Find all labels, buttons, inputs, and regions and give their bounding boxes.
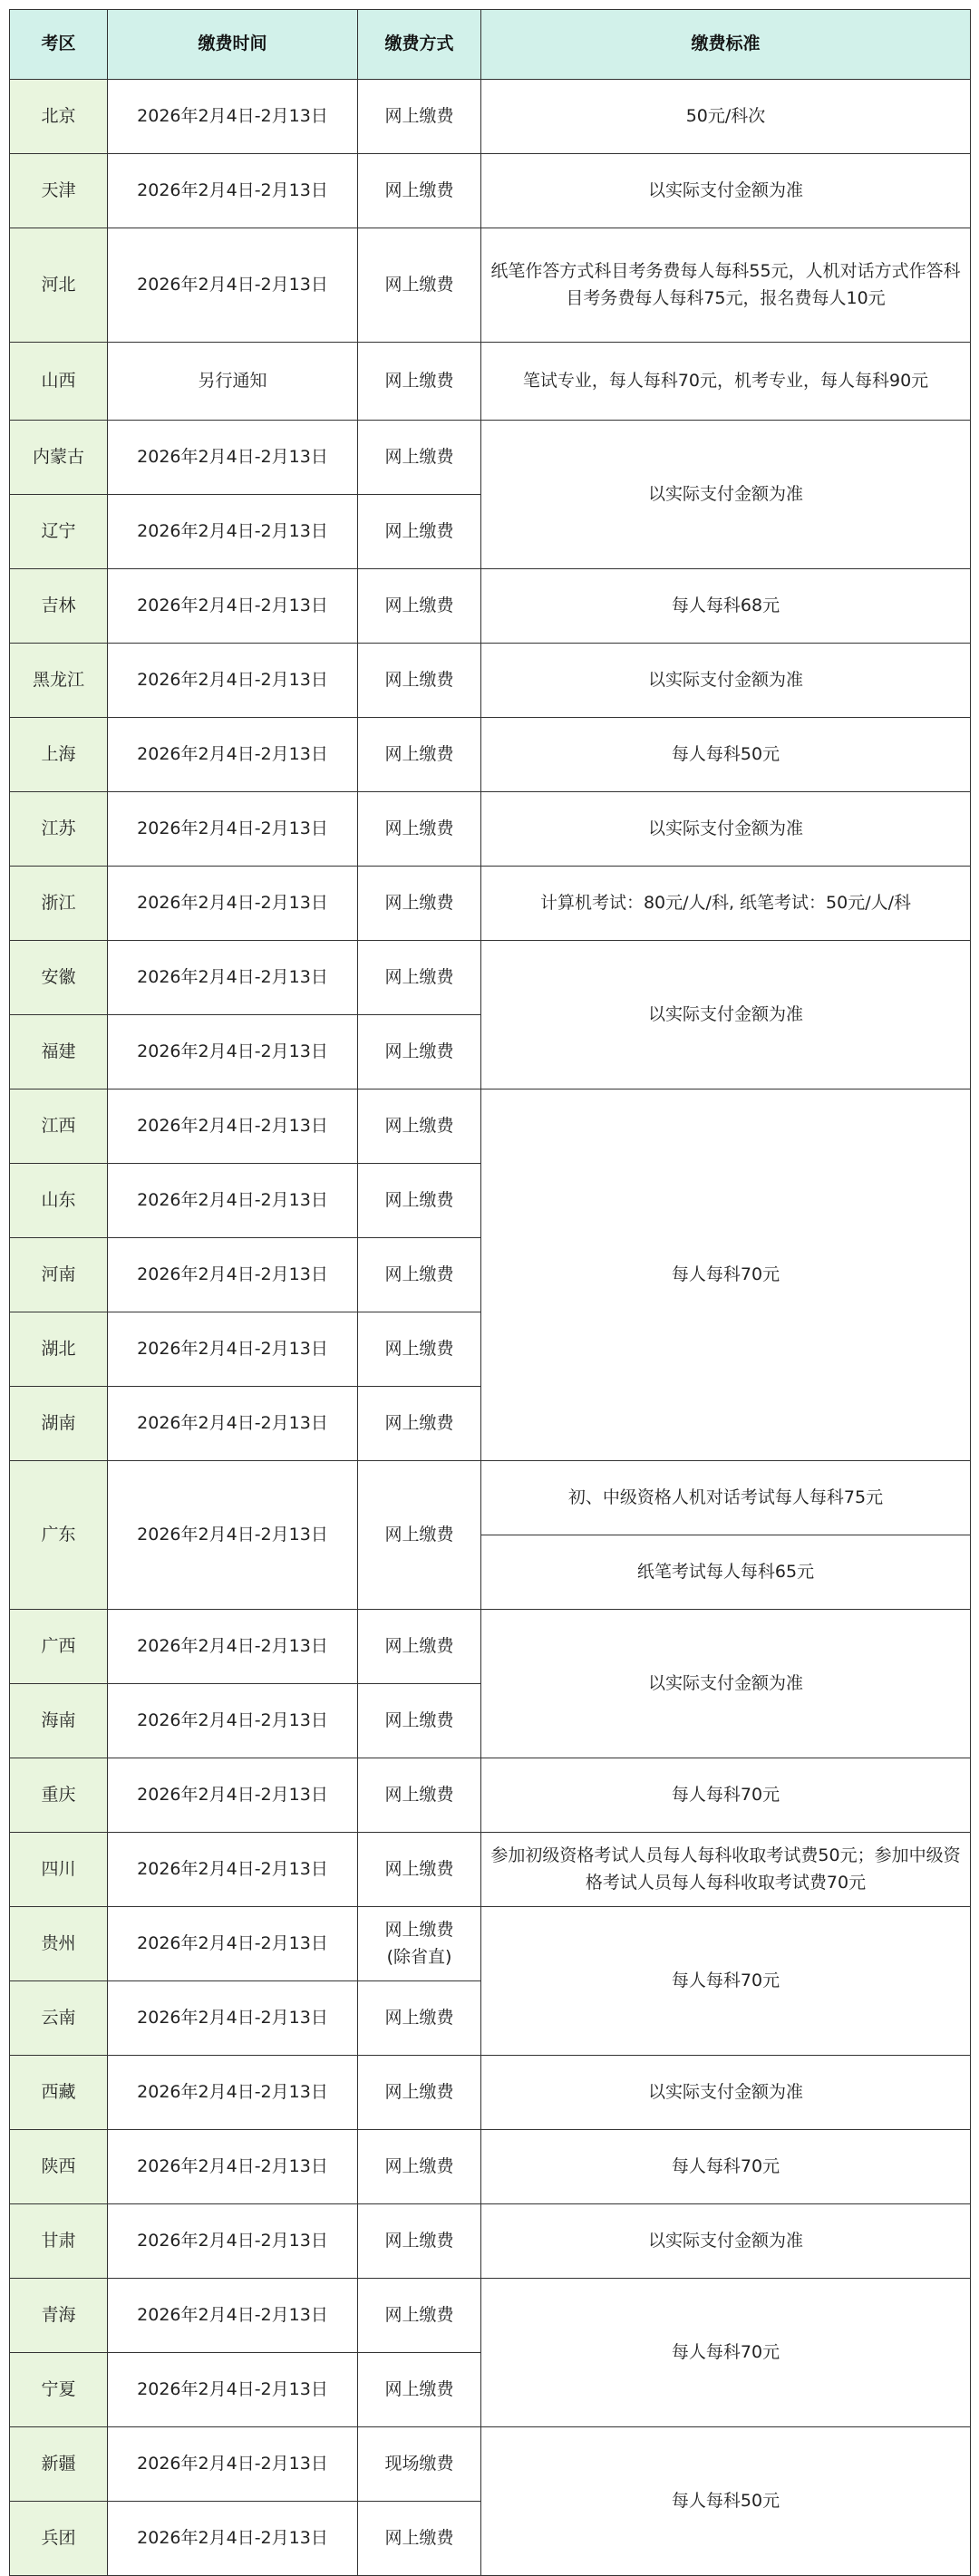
- table-row: [10, 2056, 971, 2130]
- region-cell: 山东: [10, 1164, 108, 1238]
- time-cell: 2026年2月4日-2月13日: [108, 569, 358, 644]
- region-cell: 北京: [10, 80, 108, 154]
- region-cell: 甘肃: [10, 2204, 108, 2279]
- table-row: [10, 2204, 971, 2279]
- region-cell: 海南: [10, 1684, 108, 1758]
- method-cell: [358, 2353, 481, 2427]
- method-label: 网上缴费: [384, 179, 454, 200]
- method-label: 网上缴费: [384, 1524, 454, 1545]
- time-cell: 2026年2月4日-2月13日: [108, 1387, 358, 1461]
- method-label: 网上缴费: [384, 2527, 454, 2548]
- method-cell: [358, 154, 481, 228]
- method-label: 网上缴费: [384, 1709, 454, 1730]
- method-label: 网上缴费: [384, 1264, 454, 1284]
- time-cell: 2026年2月4日-2月13日: [108, 1312, 358, 1387]
- method-label: 网上缴费: [384, 743, 454, 764]
- method-cell: [358, 2427, 481, 2502]
- region-cell: 新疆: [10, 2427, 108, 2502]
- header-region: 考区: [10, 10, 108, 80]
- region-cell: 陕西: [10, 2130, 108, 2204]
- method-cell: [358, 1238, 481, 1312]
- region-cell: 西藏: [10, 2056, 108, 2130]
- time-cell: 2026年2月4日-2月13日: [108, 1981, 358, 2056]
- region-cell: 贵州: [10, 1907, 108, 1981]
- method-cell: [358, 2279, 481, 2353]
- method-label: 网上缴费: [384, 1189, 454, 1210]
- time-cell: 另行通知: [108, 343, 358, 421]
- method-cell: [358, 495, 481, 569]
- table-row: [10, 1833, 971, 1907]
- standard-cell: 计算机考试：80元/人/科, 纸笔考试：50元/人/科: [481, 867, 971, 941]
- time-cell: 2026年2月4日-2月13日: [108, 495, 358, 569]
- time-cell: 2026年2月4日-2月13日: [108, 718, 358, 792]
- region-cell: 黑龙江: [10, 644, 108, 718]
- method-cell: [358, 343, 481, 421]
- time-cell: 2026年2月4日-2月13日: [108, 154, 358, 228]
- method-label: 网上缴费: [384, 520, 454, 541]
- time-cell: 2026年2月4日-2月13日: [108, 1238, 358, 1312]
- time-cell: 2026年2月4日-2月13日: [108, 1015, 358, 1089]
- method-cell: [358, 1089, 481, 1164]
- method-cell: [358, 1312, 481, 1387]
- time-cell: 2026年2月4日-2月13日: [108, 867, 358, 941]
- method-label: 网上缴费: [384, 105, 454, 126]
- time-cell: 2026年2月4日-2月13日: [108, 1833, 358, 1907]
- time-cell: 2026年2月4日-2月13日: [108, 2427, 358, 2502]
- region-cell: 湖北: [10, 1312, 108, 1387]
- standard-cell: 纸笔考试每人每科65元: [481, 1535, 971, 1610]
- method-label: 网上缴费: [384, 2081, 454, 2102]
- standard-cell: 50元/科次: [481, 80, 971, 154]
- region-cell: 内蒙古: [10, 421, 108, 495]
- method-label: 网上缴费: [384, 2230, 454, 2251]
- region-cell: 宁夏: [10, 2353, 108, 2427]
- standard-cell: 纸笔作答方式科目考务费每人每科55元，人机对话方式作答科目考务费每人每科75元，报名费每人10元: [481, 228, 971, 343]
- region-cell: 辽宁: [10, 495, 108, 569]
- region-cell: 福建: [10, 1015, 108, 1089]
- time-cell: 2026年2月4日-2月13日: [108, 792, 358, 867]
- standard-cell: 每人每科68元: [481, 569, 971, 644]
- standard-cell: 每人每科70元: [481, 2279, 971, 2427]
- region-cell: 江西: [10, 1089, 108, 1164]
- method-label: 网上缴费: [384, 1635, 454, 1656]
- table-row: [10, 569, 971, 644]
- method-cell: [358, 1164, 481, 1238]
- method-cell: [358, 2130, 481, 2204]
- standard-cell: 以实际支付金额为准: [481, 644, 971, 718]
- method-cell: [358, 718, 481, 792]
- time-cell: 2026年2月4日-2月13日: [108, 2502, 358, 2576]
- table-row: [10, 1907, 971, 1981]
- method-cell: [358, 1461, 481, 1610]
- method-label: 网上缴费: [384, 1858, 454, 1879]
- header-method: 缴费方式: [358, 10, 481, 80]
- time-cell: 2026年2月4日-2月13日: [108, 1610, 358, 1684]
- region-cell: 重庆: [10, 1758, 108, 1833]
- time-cell: 2026年2月4日-2月13日: [108, 2353, 358, 2427]
- region-cell: 河北: [10, 228, 108, 343]
- method-label: 网上缴费: [384, 1338, 454, 1359]
- method-label: 网上缴费: [384, 595, 454, 615]
- region-cell: 广西: [10, 1610, 108, 1684]
- standard-cell: 每人每科50元: [481, 718, 971, 792]
- table-row: [10, 2427, 971, 2502]
- method-label: 网上缴费: [384, 1920, 454, 1941]
- method-label: 网上缴费: [384, 818, 454, 838]
- method-cell: [358, 644, 481, 718]
- time-cell: 2026年2月4日-2月13日: [108, 421, 358, 495]
- region-cell: 广东: [10, 1461, 108, 1610]
- method-cell: [358, 1610, 481, 1684]
- method-cell: [358, 1981, 481, 2056]
- method-cell: [358, 2056, 481, 2130]
- method-cell: [358, 80, 481, 154]
- table-row: [10, 1758, 971, 1833]
- method-label: 网上缴费: [384, 370, 454, 391]
- method-label: 网上缴费: [384, 2007, 454, 2028]
- standard-cell: 以实际支付金额为准: [481, 154, 971, 228]
- table-row: [10, 1461, 971, 1535]
- table-row: [10, 1610, 971, 1684]
- table-body: [10, 80, 971, 2576]
- method-label: 网上缴费: [384, 669, 454, 690]
- time-cell: 2026年2月4日-2月13日: [108, 2056, 358, 2130]
- method-label: 网上缴费: [384, 274, 454, 295]
- time-cell: 2026年2月4日-2月13日: [108, 1089, 358, 1164]
- table-row: [10, 228, 971, 343]
- standard-cell: 以实际支付金额为准: [481, 941, 971, 1089]
- method-cell: [358, 569, 481, 644]
- method-label: 网上缴费: [384, 446, 454, 467]
- method-cell: [358, 2502, 481, 2576]
- region-cell: 吉林: [10, 569, 108, 644]
- table-row: [10, 154, 971, 228]
- time-cell: 2026年2月4日-2月13日: [108, 1461, 358, 1610]
- header-time: 缴费时间: [108, 10, 358, 80]
- method-cell: [358, 867, 481, 941]
- standard-cell: 以实际支付金额为准: [481, 421, 971, 569]
- method-label: 网上缴费: [384, 1784, 454, 1805]
- method-cell: [358, 2204, 481, 2279]
- region-cell: 四川: [10, 1833, 108, 1907]
- method-label: 网上缴费: [384, 966, 454, 987]
- header-row: [10, 10, 971, 80]
- header-standard: 缴费标准: [481, 10, 971, 80]
- method-cell: [358, 1387, 481, 1461]
- standard-cell: 每人每科70元: [481, 1089, 971, 1461]
- method-label: 网上缴费: [384, 1412, 454, 1433]
- method-cell: [358, 1684, 481, 1758]
- table-row: [10, 343, 971, 421]
- table-row: [10, 792, 971, 867]
- region-cell: 兵团: [10, 2502, 108, 2576]
- region-cell: 青海: [10, 2279, 108, 2353]
- standard-cell: 每人每科50元: [481, 2427, 971, 2576]
- standard-cell: 参加初级资格考试人员每人每科收取考试费50元；参加中级资格考试人员每人每科收取考试费70元: [481, 1833, 971, 1907]
- table-row: [10, 718, 971, 792]
- time-cell: 2026年2月4日-2月13日: [108, 80, 358, 154]
- time-cell: 2026年2月4日-2月13日: [108, 941, 358, 1015]
- method-label: 网上缴费: [384, 2155, 454, 2176]
- region-cell: 山西: [10, 343, 108, 421]
- standard-cell: 每人每科70元: [481, 1758, 971, 1833]
- fee-table: [9, 9, 971, 2576]
- method-cell: [358, 1833, 481, 1907]
- region-cell: 河南: [10, 1238, 108, 1312]
- time-cell: 2026年2月4日-2月13日: [108, 228, 358, 343]
- method-cell: [358, 1907, 481, 1981]
- standard-cell: 以实际支付金额为准: [481, 2204, 971, 2279]
- standard-cell: 初、中级资格人机对话考试每人每科75元: [481, 1461, 971, 1535]
- method-note: (除省直): [386, 1946, 452, 1967]
- standard-cell: 以实际支付金额为准: [481, 1610, 971, 1758]
- table-row: [10, 421, 971, 495]
- table-row: [10, 2130, 971, 2204]
- time-cell: 2026年2月4日-2月13日: [108, 1684, 358, 1758]
- method-label: 网上缴费: [384, 2304, 454, 2325]
- region-cell: 湖南: [10, 1387, 108, 1461]
- time-cell: 2026年2月4日-2月13日: [108, 2279, 358, 2353]
- method-cell: [358, 941, 481, 1015]
- standard-cell: 以实际支付金额为准: [481, 2056, 971, 2130]
- method-cell: [358, 1015, 481, 1089]
- method-label: 现场缴费: [384, 2453, 454, 2474]
- method-cell: [358, 1758, 481, 1833]
- region-cell: 浙江: [10, 867, 108, 941]
- table-row: [10, 867, 971, 941]
- time-cell: 2026年2月4日-2月13日: [108, 1907, 358, 1981]
- method-label: 网上缴费: [384, 1115, 454, 1136]
- region-cell: 天津: [10, 154, 108, 228]
- standard-cell: 笔试专业，每人每科70元，机考专业，每人每科90元: [481, 343, 971, 421]
- standard-cell: 每人每科70元: [481, 1907, 971, 2056]
- table-row: [10, 644, 971, 718]
- table-row: [10, 80, 971, 154]
- method-cell: [358, 421, 481, 495]
- region-cell: 安徽: [10, 941, 108, 1015]
- method-label: 网上缴费: [384, 2378, 454, 2399]
- table-row: [10, 941, 971, 1015]
- region-cell: 云南: [10, 1981, 108, 2056]
- method-label: 网上缴费: [384, 892, 454, 913]
- method-cell: [358, 228, 481, 343]
- time-cell: 2026年2月4日-2月13日: [108, 1164, 358, 1238]
- table-row: [10, 2279, 971, 2353]
- table-row: [10, 1089, 971, 1164]
- time-cell: 2026年2月4日-2月13日: [108, 1758, 358, 1833]
- time-cell: 2026年2月4日-2月13日: [108, 2130, 358, 2204]
- time-cell: 2026年2月4日-2月13日: [108, 644, 358, 718]
- region-cell: 江苏: [10, 792, 108, 867]
- region-cell: 上海: [10, 718, 108, 792]
- standard-cell: 以实际支付金额为准: [481, 792, 971, 867]
- method-label: 网上缴费: [384, 1041, 454, 1061]
- time-cell: 2026年2月4日-2月13日: [108, 2204, 358, 2279]
- method-cell: [358, 792, 481, 867]
- standard-cell: 每人每科70元: [481, 2130, 971, 2204]
